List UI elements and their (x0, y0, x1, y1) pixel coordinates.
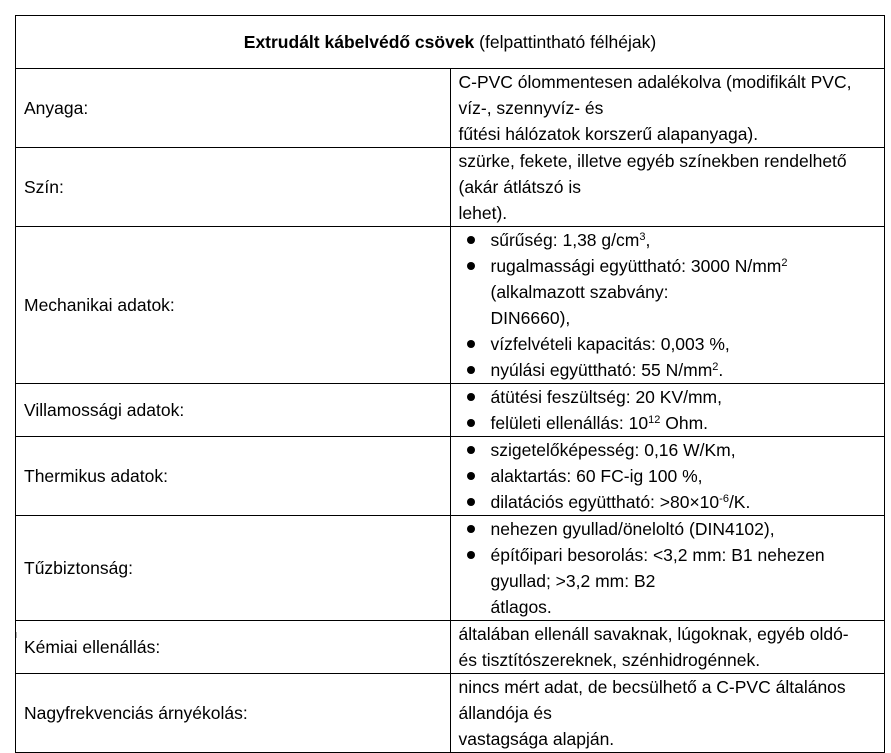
superscript: 2 (781, 257, 788, 269)
item-text-end: , (645, 230, 651, 250)
list-item (459, 542, 879, 620)
bullet-icon (467, 366, 475, 374)
table-row (16, 674, 885, 753)
bullet-icon (467, 472, 475, 480)
table-row (16, 437, 885, 516)
list-item (459, 410, 879, 436)
bullet-icon (467, 498, 475, 506)
title-bold: Extrudált kábelvédő csövek (243, 32, 475, 52)
table-row (16, 621, 885, 674)
item-text: felületi ellenállás: 10 (490, 413, 649, 433)
value-line: szürke, fekete, illetve egyéb színekben rendelhető (akár átlátszó is (458, 151, 847, 197)
item-text-end: . (718, 360, 724, 380)
list-item (459, 253, 879, 331)
bullet-list (459, 384, 879, 436)
row-value (450, 516, 885, 621)
item-text: átütési feszültség: 20 KV/mm, (490, 387, 722, 407)
table-row (16, 227, 885, 384)
item-text: nehezen gyullad/öneloltó (DIN4102), (490, 519, 775, 539)
value-line: általában ellenáll savaknak, lúgoknak, egyéb oldó- (458, 624, 849, 644)
superscript: 12 (648, 414, 661, 426)
table-row (16, 384, 885, 437)
row-value (450, 227, 885, 384)
row-label: Tűzbiztonság: (16, 516, 451, 621)
row-value (450, 69, 885, 148)
row-label: Anyaga: (16, 69, 451, 148)
bullet-list (459, 227, 879, 383)
bullet-icon (467, 236, 475, 244)
item-text: szigetelőképesség: 0,16 W/Km, (490, 440, 736, 460)
table-row (16, 69, 885, 148)
list-item (459, 384, 879, 410)
row-label: Kémiai ellenállás: (16, 621, 451, 674)
row-value (450, 437, 885, 516)
item-text: vízfelvételi kapacitás: 0,003 %, (490, 334, 730, 354)
bullet-icon (467, 551, 475, 559)
table-row (16, 148, 885, 227)
value-line: C-PVC ólommentesen adalékolva (modifikált PVC, víz-, szennyvíz- és (458, 72, 852, 118)
bullet-icon (467, 262, 475, 270)
item-text: építőipari besorolás: <3,2 mm: B1 nehezen gyullad; >3,2 mm: B2 (490, 545, 825, 591)
superscript: 2 (712, 361, 719, 373)
row-label: Nagyfrekvenciás árnyékolás: (16, 674, 451, 753)
item-text-end: (alkalmazott szabvány: (490, 282, 669, 302)
list-item (459, 227, 879, 253)
bullet-icon (467, 525, 475, 533)
bullet-icon (467, 419, 475, 427)
item-text: sűrűség: 1,38 g/cm (490, 230, 640, 250)
table-title (16, 16, 885, 69)
value-line: fűtési hálózatok korszerű alapanyaga). (458, 124, 759, 144)
value-line: és tisztítószereknek, szénhidrogénnek. (458, 650, 761, 670)
row-value (450, 621, 885, 674)
spec-table (15, 15, 885, 753)
list-item (459, 437, 879, 463)
row-label: Mechanikai adatok: (16, 227, 451, 384)
item-text: dilatációs együttható: >80×10 (490, 492, 720, 512)
item-text-end: Ohm. (660, 413, 709, 433)
item-text: alaktartás: 60 FC-ig 100 %, (490, 466, 703, 486)
value-line: nincs mért adat, de becsülhető a C-PVC általános állandója és (458, 677, 846, 723)
bullet-list (459, 437, 879, 515)
list-item (459, 489, 879, 515)
title-subtitle: (felpattintható félhéjak) (474, 32, 657, 52)
row-value (450, 384, 885, 437)
item-text: nyúlási együttható: 55 N/mm (490, 360, 713, 380)
document-page (15, 15, 885, 753)
bullet-icon (467, 446, 475, 454)
item-text-continued: DIN6660), (490, 308, 571, 328)
superscript: -6 (719, 493, 729, 505)
superscript: 3 (639, 231, 646, 243)
title-row (16, 16, 885, 69)
row-label: Thermikus adatok: (16, 437, 451, 516)
list-item (459, 357, 879, 383)
list-item (459, 331, 879, 357)
item-text: rugalmassági együttható: 3000 N/mm (490, 256, 782, 276)
value-line: vastagsága alapján. (458, 729, 615, 749)
bullet-icon (467, 393, 475, 401)
text-cursor (16, 632, 17, 638)
list-item (459, 463, 879, 489)
item-text-end: /K. (728, 492, 751, 512)
table-row (16, 516, 885, 621)
row-label: Villamossági adatok: (16, 384, 451, 437)
bullet-list (459, 516, 879, 620)
row-label: Szín: (16, 148, 451, 227)
value-line: lehet). (458, 203, 508, 223)
list-item (459, 516, 879, 542)
bullet-icon (467, 340, 475, 348)
row-value (450, 674, 885, 753)
item-text-continued: átlagos. (490, 597, 552, 617)
row-value (450, 148, 885, 227)
